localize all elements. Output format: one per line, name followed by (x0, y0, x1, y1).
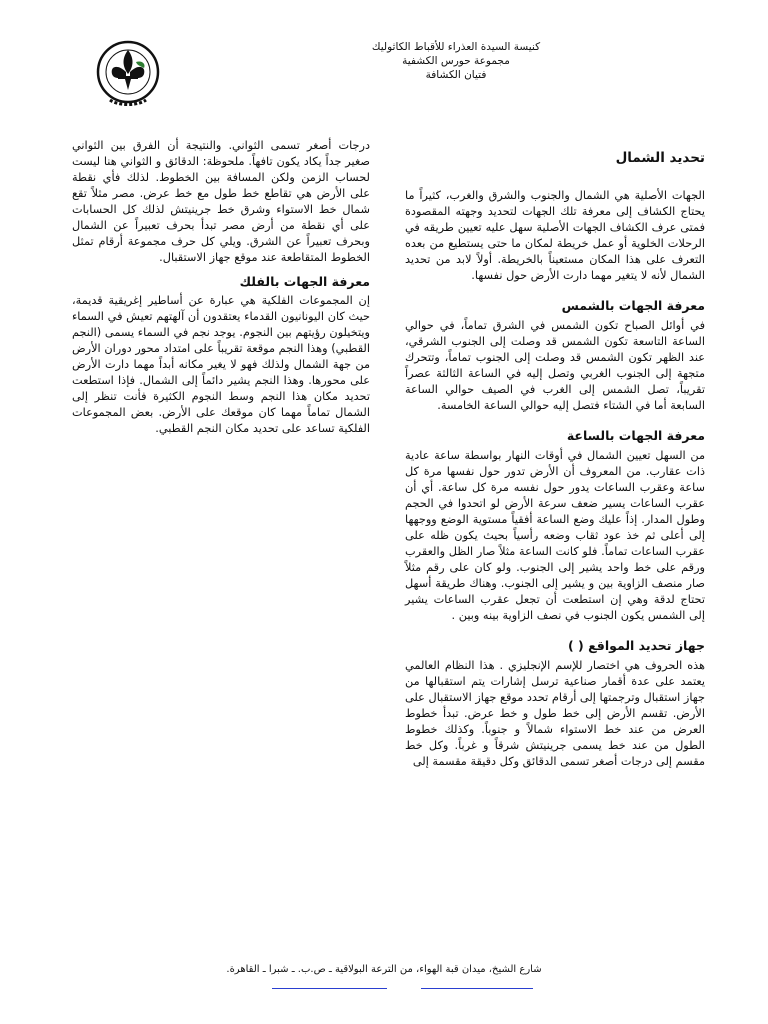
fleur-de-lis-icon (88, 34, 168, 114)
sun-heading: معرفة الجهات بالشمس (561, 298, 705, 313)
scout-logo (88, 34, 168, 114)
footer-link-1[interactable] (272, 988, 387, 989)
footer-link-2[interactable] (421, 988, 533, 989)
watch-paragraph: من السهل تعيين الشمال في أوقات النهار بواسطة ساعة عادية ذات عقارب. من المعروف أن الأرض تدور حول نفسها مرة كل ساعة وعقرب الساعات يدور حول نفسه مرة كل ساعة. أي أن عقرب الساعات يسير ضعف سرعة الأرض لو اتحدوا في الحجم وطول المدار. إذاً عليك وضع الساعة أفقياً مستوية الوضع ووجهها إلى أعلى ثم خذ عود ثقاب وضعه رأسياً بحيث يكون ظله على عقرب الساعات تماماً. فلو كانت الساعة مثلاً صار الظل والعقرب ورقم على خط واحد يشير إلى الجنوب. ولو كان على رقم مثلاً صار منصف الزاوية بين و يشير إلى الجنوب. وهناك طريقة أسهل تحتاج لدقة وهي إن استطعت أن تجعل عقرب الساعات يشير إلى الشمس يكون الجنوب في نصف الزاوية بينه وبين . (405, 449, 705, 622)
main-title: تحديد الشمال (615, 150, 705, 166)
coordinates-paragraph: درجات أصغر تسمى الثواني. والنتيجة أن الفرق بين الثواني صغير جداً يكاد يكون تافهاً. ملحوظة: الدقائق و الثواني هنا ليست لحساب الزمن ولكن المسافة بين الخطوط. لذلك فأي نقطة على الأرض هي تقاطع خط طول مع خط عرض. مصر مثلاً تقع شمال خط الاستواء وشرق خط جرينيتش لذلك كل الحسابات على أي نقطة من أرض مصر تبدأ بحرف تعبيراً عن الشمال وبحرف تعبيراً عن الشرق. ويلي كل حرف مجموعة أرقام تمثل الخطوط المتقاطعة عند موقع جهاز الاستقبال. (72, 139, 370, 264)
intro-paragraph: الجهات الأصلية هي الشمال والجنوب والشرق والغرب، كثيراً ما يحتاج الكشاف إلى معرفة تلك الجهات لتحديد وجهته المقصودة فمتى عرف الكشاف الجهات الأصلية سهل عليه تعيين طريقه في الرحلات الخلوية أو عمل خريطة لمكان ما حتى يستطيع من بعده التعرف على هذا المكان مستعيناً بالخريطة. أولاً لابد من تحديد الشمال لأنه لا يتغير مهما دارت الأرض حول نفسها. (405, 189, 705, 282)
stars-heading: معرفة الجهات بالفلك (239, 274, 370, 289)
footer-links (0, 988, 768, 990)
church-name: كنيسة السيدة العذراء للأقباط الكاثوليك (371, 41, 541, 53)
right-column (405, 150, 705, 770)
left-column (72, 138, 370, 437)
page-header (336, 40, 576, 82)
watch-heading: معرفة الجهات بالساعة (566, 428, 705, 443)
gps-paragraph: هذه الحروف هي اختصار للإسم الإنجليزي . هذا النظام العالمي يعتمد على عدة أقمار صناعية ترسل إشارات يتم استقبالها من جهاز استقبال وترجمتها إلى أرقام تحدد موقع جهاز الاستقبال على الأرض. تقسم الأرض إلى خط طول و خط عرض. تبدأ خطوط العرض من عند خط الاستواء شمالاً و جنوباً. وكذلك خطوط الطول من عند خط يسمى جرينيتش شرقاً و غرباً. وكل خط مقسم إلى درجات أصغر تسمى الدقائق وكل دقيقة مقسمة إلى (405, 659, 705, 768)
sun-paragraph: في أوائل الصباح تكون الشمس في الشرق تماماً، في حوالي الساعة التاسعة تكون الشمس قد وصلت إلى الجنوب الشرقي، عند الظهر تكون الشمس قد وصلت إلى الجنوب تماماً، وتتحرك متجهة إلى الجنوب الغربي وتصل إليه في الساعة الثالثة عصراً تقريباً، تصل الشمس إلى الغرب في الصيف حوالي الساعة السابعة أما في الشتاء فتصل إليه حوالي الساعة الخامسة. (405, 319, 705, 412)
gps-heading: جهاز تحديد المواقع ( ) (567, 638, 705, 653)
group-name: مجموعة حورس الكشفية (402, 55, 510, 67)
stars-paragraph: إن المجموعات الفلكية هي عبارة عن أساطير إغريقية قديمة، حيث كان اليونانيون القدماء يعتقدون أن آلهتهم تعيش في السماء ويتخيلون رؤيتهم بين النجوم. يوجد نجم في السماء يسمى (النجم القطبي) وهذا النجم موقعة تقريباً على امتداد محور دوران الأرض من جهة الشمال ولذلك فهو لا يغير مكانه أبداً مهما دارت الأرض على محورها. وهذا النجم يشير دائماً إلى الشمال. فإذا استطعت تحديد مكان هذا النجم وسط النجوم الكثيرة فأنت تنظر إلى الشمال تماماً مهما كان موقعك على الأرض. بعض المجموعات الفلكية تساعد على تحديد مكان النجم القطبي. (72, 294, 370, 435)
section-name: فتيان الكشافة (425, 69, 487, 81)
footer-address: شارع الشيخ، ميدان قبة الهواء، من الترعة البولاقية ـ ص.ب. ـ شبرا ـ القاهرة. (226, 964, 542, 975)
